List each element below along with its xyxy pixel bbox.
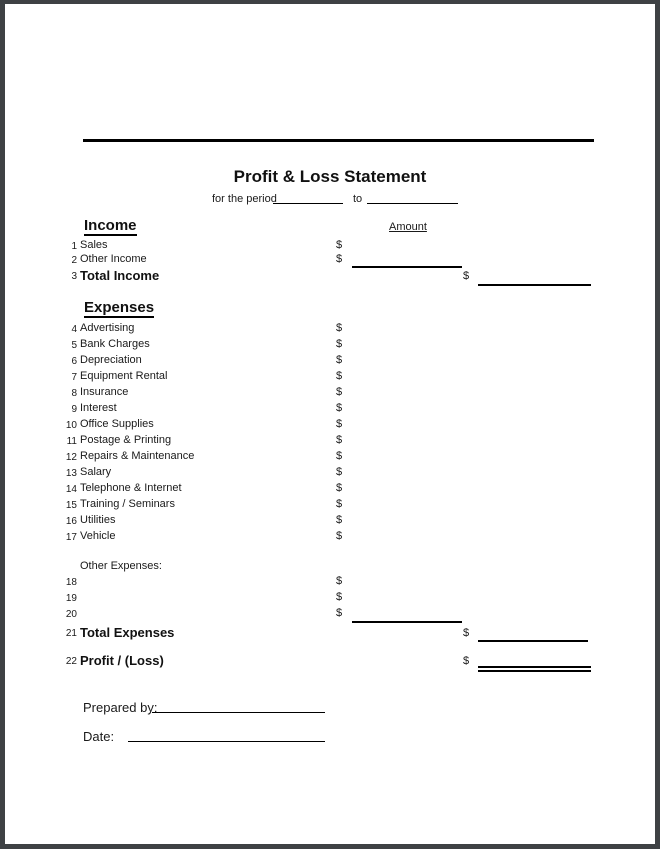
row-label: Advertising [80,322,135,334]
dollar-sign: $ [463,655,470,667]
dollar-sign: $ [336,466,343,478]
row-depreciation [0,354,660,369]
row-number: 10 [65,420,77,431]
row-number: 12 [65,452,77,463]
total-income-rule [478,284,591,286]
row-label: Interest [80,402,117,414]
row-label: Profit / (Loss) [80,653,164,668]
row-utilities [0,514,660,529]
date-label: Date: [83,729,115,744]
row-label: Bank Charges [80,338,150,350]
dollar-sign: $ [336,575,343,587]
other-expenses-label: Other Expenses: [80,560,162,572]
dollar-sign: $ [336,514,343,526]
row-label: Total Expenses [80,625,175,640]
row-repairs-maintenance [0,450,660,465]
row-label: Repairs & Maintenance [80,450,195,462]
income-heading: Income [84,217,137,234]
profit-loss-double-rule-bottom [478,670,591,672]
row-label: Other Income [80,253,147,265]
prepared-by-blank [152,712,325,713]
dollar-sign: $ [336,370,343,382]
row-number: 5 [71,340,77,351]
row-number: 7 [71,372,77,383]
row-bank-charges [0,338,660,353]
row-label: Office Supplies [80,418,154,430]
document-title: Profit & Loss Statement [233,167,427,186]
dollar-sign: $ [336,239,343,251]
row-postage-printing [0,434,660,449]
dollar-sign: $ [463,627,470,639]
row-label: Total Income [80,268,160,283]
dollar-sign: $ [336,498,343,510]
dollar-sign: $ [336,418,343,430]
row-number: 3 [71,271,77,282]
dollar-sign: $ [336,386,343,398]
row-label: Vehicle [80,530,116,542]
row-number: 1 [71,241,77,252]
dollar-sign: $ [336,434,343,446]
row-advertising [0,322,660,337]
dollar-sign: $ [336,607,343,619]
income-subtotal-rule [352,266,462,268]
row-number: 20 [65,609,77,620]
dollar-sign: $ [336,591,343,603]
row-total-income [0,269,660,284]
row-number: 2 [71,255,77,266]
row-office-supplies [0,418,660,433]
row-other-expense-18 [0,575,660,590]
prepared-by-label: Prepared by: [83,700,158,715]
row-label: Postage & Printing [80,434,172,446]
row-label: Depreciation [80,354,142,366]
row-number: 9 [71,404,77,415]
row-label: Insurance [80,386,129,398]
row-number: 21 [65,628,77,639]
dollar-sign: $ [336,530,343,542]
dollar-sign: $ [336,482,343,494]
period-to-text: to [353,193,363,205]
row-telephone-internet [0,482,660,497]
row-number: 17 [65,532,77,543]
row-number: 14 [65,484,77,495]
period-prefix-text: for the period [212,193,277,205]
row-number: 16 [65,516,77,527]
row-number: 4 [71,324,77,335]
expenses-heading: Expenses [84,299,155,316]
row-vehicle [0,530,660,545]
row-sales [0,239,660,254]
row-equipment-rental [0,370,660,385]
row-total-expenses [0,626,660,641]
row-insurance [0,386,660,401]
dollar-sign: $ [336,338,343,350]
dollar-sign: $ [336,322,343,334]
dollar-sign: $ [336,354,343,366]
row-number: 22 [65,656,77,667]
header-rule [83,139,594,142]
dollar-sign: $ [336,402,343,414]
row-label: Salary [80,466,112,478]
row-number: 11 [66,436,77,447]
date-blank [128,741,325,742]
total-expenses-rule [478,640,588,642]
row-number: 8 [71,388,77,399]
amount-column-header: Amount [389,221,427,233]
row-salary [0,466,660,481]
row-label: Utilities [80,514,116,526]
row-label: Sales [80,239,108,251]
row-other-expense-20 [0,607,660,622]
row-other-expense-19 [0,591,660,606]
row-label: Equipment Rental [80,370,168,382]
row-number: 19 [65,593,77,604]
period-end-blank [367,203,458,204]
row-other-income [0,253,660,268]
dollar-sign: $ [336,253,343,265]
period-start-blank [273,203,343,204]
row-number: 13 [65,468,77,479]
profit-loss-double-rule-top [478,666,591,668]
row-number: 18 [65,577,77,588]
dollar-sign: $ [336,450,343,462]
row-number: 15 [65,500,77,511]
expenses-subtotal-rule [352,621,462,623]
row-interest [0,402,660,417]
row-label: Telephone & Internet [80,482,182,494]
dollar-sign: $ [463,270,470,282]
row-training-seminars [0,498,660,513]
row-label: Training / Seminars [80,498,175,510]
row-number: 6 [71,356,77,367]
